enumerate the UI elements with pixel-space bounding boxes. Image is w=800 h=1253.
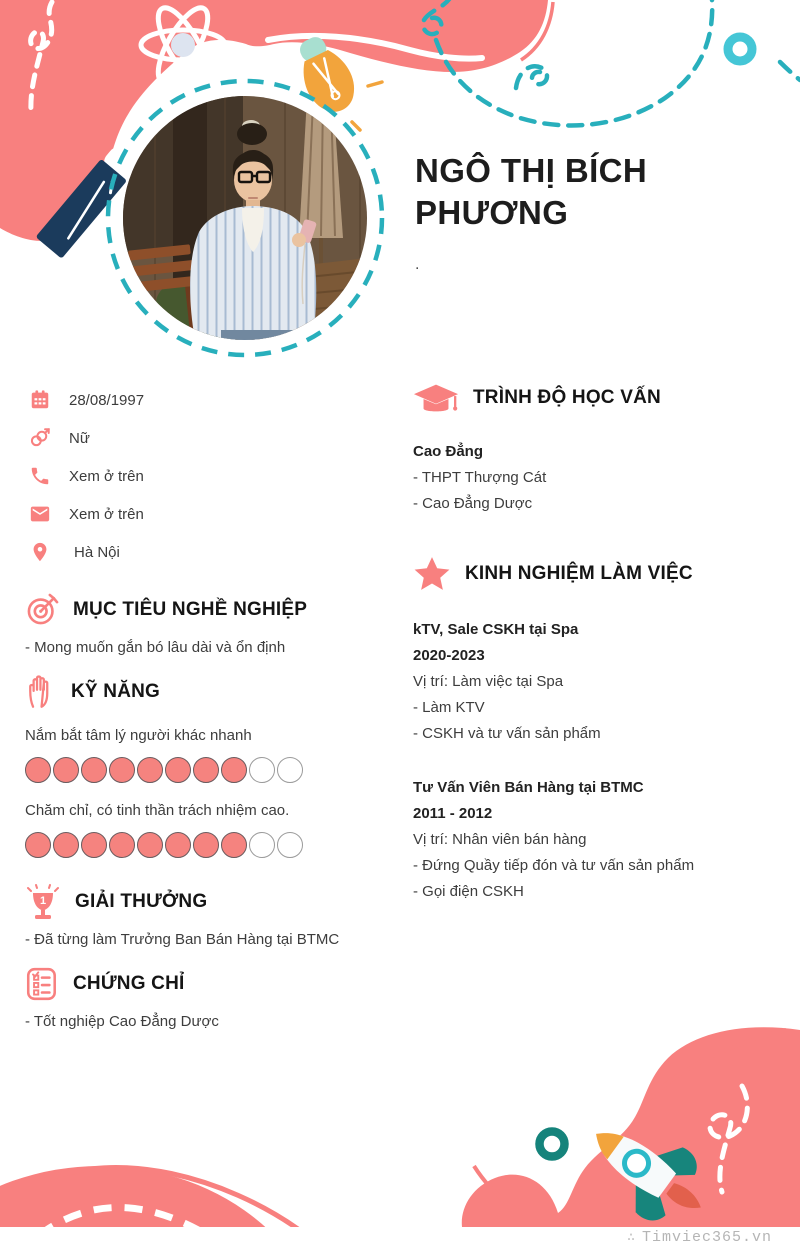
location-icon bbox=[29, 541, 51, 563]
contact-label: Hà Nội bbox=[74, 543, 120, 561]
pink-cloud-blob bbox=[462, 1027, 800, 1227]
section-awards-header bbox=[25, 883, 377, 921]
phone-icon bbox=[29, 465, 51, 487]
skill-rating bbox=[25, 757, 377, 784]
skill-dot bbox=[193, 757, 219, 783]
skill-dot bbox=[165, 832, 191, 858]
skill-dot bbox=[249, 757, 275, 783]
teal-donut-icon bbox=[540, 1132, 565, 1157]
objective-item: - Mong muốn gắn bó lâu dài và ổn định bbox=[25, 639, 286, 656]
name-block bbox=[415, 150, 760, 274]
certificate-icon bbox=[25, 966, 59, 1002]
target-icon bbox=[25, 593, 59, 627]
contact-label: Xem ở trên bbox=[69, 467, 144, 485]
job-entry bbox=[413, 775, 793, 905]
section-title: MỤC TIÊU NGHỀ NGHIỆP bbox=[73, 599, 308, 620]
skill-dot bbox=[53, 757, 79, 783]
skill-dot bbox=[109, 757, 135, 783]
skill-dot bbox=[25, 832, 51, 858]
contact-row-phone bbox=[25, 457, 377, 495]
job-period: 2011 - 2012 bbox=[413, 805, 493, 822]
job-position: Vị trí: Nhân viên bán hàng bbox=[413, 831, 587, 848]
footer bbox=[627, 1229, 772, 1246]
section-education-header bbox=[413, 379, 793, 417]
hand-icon bbox=[25, 675, 57, 709]
gender-icon bbox=[29, 427, 51, 449]
certificate-item: - Tốt nghiệp Cao Đẳng Dược bbox=[25, 1013, 219, 1030]
trophy-icon bbox=[25, 883, 61, 921]
section-objective-header bbox=[25, 591, 377, 629]
contact-list bbox=[25, 381, 377, 571]
contact-label: Xem ở trên bbox=[69, 505, 144, 523]
footer-logo: ∴ bbox=[627, 1230, 636, 1245]
skill-dot bbox=[81, 757, 107, 783]
left-column bbox=[25, 381, 377, 1035]
contact-row-address bbox=[25, 533, 377, 571]
calendar-icon bbox=[29, 389, 51, 411]
skill-dot bbox=[137, 757, 163, 783]
job-title: kTV, Sale CSKH tại Spa bbox=[413, 621, 579, 638]
graduation-cap-icon bbox=[413, 380, 459, 416]
contact-row-gender bbox=[25, 419, 377, 457]
email-icon bbox=[29, 503, 51, 525]
job-detail: - Gọi điện CSKH bbox=[413, 883, 524, 900]
award-item: - Đã từng làm Trưởng Ban Bán Hàng tại BTMC bbox=[25, 931, 340, 948]
star-icon bbox=[413, 555, 451, 593]
skill-dot bbox=[81, 832, 107, 858]
education-detail: - Cao Đẳng Dược bbox=[413, 495, 533, 512]
skill-dot bbox=[277, 757, 303, 783]
section-title: GIẢI THƯỞNG bbox=[75, 891, 208, 912]
skill-dot bbox=[193, 832, 219, 858]
right-column bbox=[413, 379, 793, 905]
skill-dot bbox=[109, 832, 135, 858]
name-subtitle: . bbox=[415, 256, 420, 274]
skill-label: Nắm bắt tâm lý người khác nhanh bbox=[25, 727, 252, 744]
section-experience-header bbox=[413, 555, 793, 593]
contact-label: Nữ bbox=[69, 429, 90, 447]
section-title: KINH NGHIỆM LÀM VIỆC bbox=[465, 563, 693, 584]
section-title: TRÌNH ĐỘ HỌC VẤN bbox=[473, 387, 661, 408]
job-detail: - Làm KTV bbox=[413, 699, 485, 716]
skill-dot bbox=[53, 832, 79, 858]
skill-dot bbox=[221, 757, 247, 783]
svg-text:1: 1 bbox=[39, 895, 47, 907]
section-skills-header bbox=[25, 673, 377, 711]
contact-row-birthday bbox=[25, 381, 377, 419]
job-entry bbox=[413, 617, 793, 747]
skill-dot bbox=[165, 757, 191, 783]
education-detail: - THPT Thượng Cát bbox=[413, 469, 547, 486]
cyan-donut-icon bbox=[728, 37, 752, 61]
job-detail: - Đứng Quầy tiếp đón và tư vấn sản phẩm bbox=[413, 857, 695, 874]
skill-dot bbox=[137, 832, 163, 858]
bottom-decoration bbox=[0, 1020, 800, 1253]
footer-brand: Timviec365.vn bbox=[641, 1229, 772, 1246]
contact-row-email bbox=[25, 495, 377, 533]
section-title: KỸ NĂNG bbox=[71, 681, 161, 702]
skill-dot bbox=[277, 832, 303, 858]
section-certificates-header bbox=[25, 965, 377, 1003]
education-degree: Cao Đẳng bbox=[413, 443, 484, 460]
skill-dot bbox=[249, 832, 275, 858]
skill-dot bbox=[25, 757, 51, 783]
job-position: Vị trí: Làm việc tại Spa bbox=[413, 673, 564, 690]
contact-label: 28/08/1997 bbox=[69, 391, 145, 409]
skill-rating bbox=[25, 832, 377, 859]
job-title: Tư Vấn Viên Bán Hàng tại BTMC bbox=[413, 779, 644, 796]
section-title: CHỨNG CHỈ bbox=[73, 973, 185, 994]
skill-label: Chăm chỉ, có tinh thần trách nhiệm cao. bbox=[25, 802, 290, 819]
profile-photo bbox=[95, 68, 395, 368]
candidate-name: NGÔ THỊ BÍCH PHƯƠNG bbox=[415, 152, 648, 232]
skill-dot bbox=[221, 832, 247, 858]
job-period: 2020-2023 bbox=[413, 647, 485, 664]
job-detail: - CSKH và tư vấn sản phẩm bbox=[413, 725, 601, 742]
